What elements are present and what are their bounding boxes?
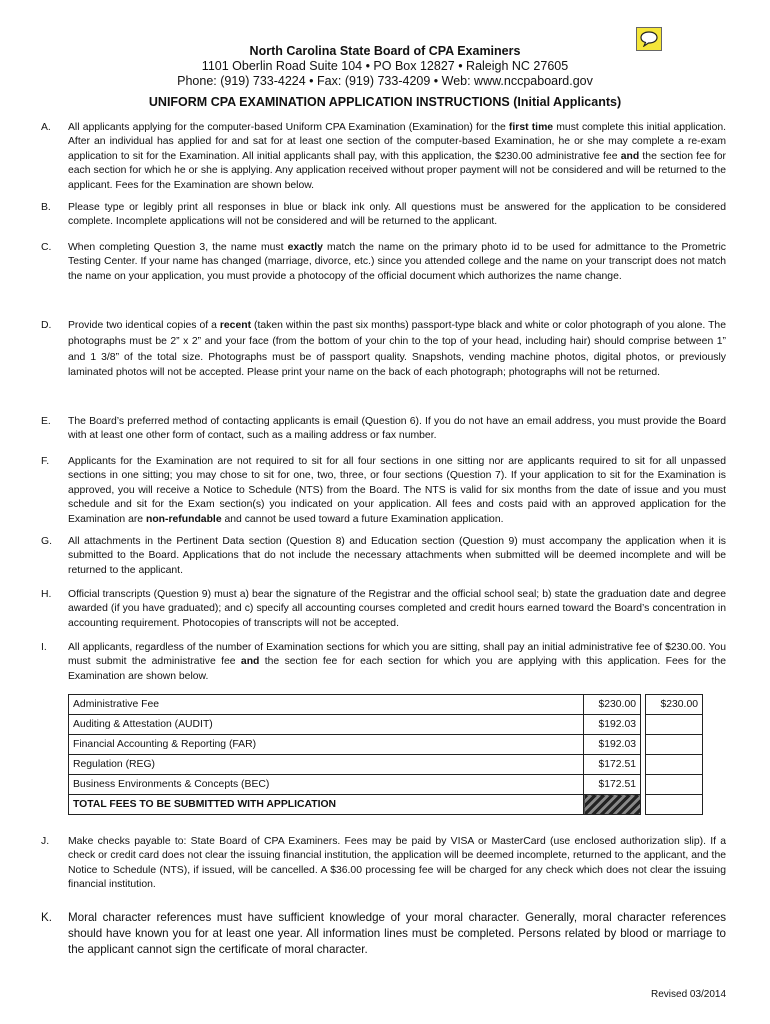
board-contact: Phone: (919) 733-4224 • Fax: (919) 733-4209 • Web: www.nccpaboard.gov — [177, 74, 593, 88]
fee-amount: $230.00 — [584, 695, 641, 715]
fee-total[interactable] — [646, 775, 703, 795]
item-letter: G. — [41, 536, 52, 547]
item-text: Provide two identical copies of a recent (taken within the past six months) passport-type black and white or color photograph of you alone. The photographs must be 2” x 2” and your face (from the bottom of your chin to the top of your head, including hair) should comprise between 1” and 1 3/8” of the total size. Photographs must be of passport quality. Snapshots, vending machine photos, digital photos, or previously laminated photos will not be accepted. Please print your name on the back of each photograph; photographs will not be returned. — [68, 320, 726, 379]
item-text: The Board’s preferred method of contacting applicants is email (Question 6). If you do not have an email address, you must provide the Board with at least one other form of contact, such as a mailing address or fax number. — [68, 416, 726, 442]
fee-total[interactable]: $230.00 — [646, 695, 703, 715]
item-letter: H. — [41, 589, 52, 600]
table-row — [69, 775, 703, 795]
revision-date: Revised 03/2014 — [651, 989, 727, 1000]
page-title: UNIFORM CPA EXAMINATION APPLICATION INSTRUCTIONS (Initial Applicants) — [148, 95, 622, 109]
table-row — [69, 755, 703, 775]
fee-amount: $172.51 — [584, 755, 641, 775]
fee-label: Business Environments & Concepts (BEC) — [69, 775, 584, 795]
item-text: All applicants applying for the computer-based Uniform CPA Examination (Examination) for the first time must complete this initial application. After an individual has applied for and sat for at least one section of the computer-based Examination, he or she may complete a re-exam application to sit for the Examination. All initial applicants shall pay, with this application, the $230.00 administrative fee and the section fee for each section for which he or she is applying. Any application received without proper payment will not be considered and will be returned to the applicant. Fees for the Examination are shown below. — [68, 122, 727, 191]
item-letter: D. — [41, 320, 52, 331]
item-letter: B. — [41, 202, 51, 213]
table-row — [69, 735, 703, 755]
table-row — [69, 695, 703, 715]
item-letter: J. — [41, 836, 50, 847]
item-letter: A. — [41, 122, 51, 133]
table-row-total — [69, 795, 703, 815]
fee-total[interactable] — [646, 735, 703, 755]
item-text: Moral character references must have sufficient knowledge of your moral character. Generally, moral character references should have known you for at least one year. All information lines must be completed. Persons related by blood or marriage to the applicant cannot sign the certificate of moral character. — [68, 911, 726, 956]
fee-amount: $192.03 — [584, 715, 641, 735]
item-text: Official transcripts (Question 9) must a) bear the signature of the Registrar and the official school seal; b) state the graduation date and degree awarded (if you have graduated); and c) specify all accounting courses completed and credit hours earned toward the Board’s concentration in accounting requirement. Photocopies of transcripts will not be accepted. — [68, 589, 726, 629]
letterhead — [0, 44, 770, 110]
fee-label: Regulation (REG) — [69, 755, 584, 775]
fee-table — [68, 694, 703, 815]
table-row — [69, 715, 703, 735]
item-text: Please type or legibly print all responses in blue or black ink only. All questions must be answered for the application to be considered complete. Incomplete applications will not be considered and will be returned to the applicant. — [68, 202, 726, 228]
hatched-cell — [584, 795, 641, 815]
fee-label: Administrative Fee — [69, 695, 584, 715]
total-fees-label: TOTAL FEES TO BE SUBMITTED WITH APPLICATION — [69, 795, 584, 815]
fee-label: Auditing & Attestation (AUDIT) — [69, 715, 584, 735]
fee-total[interactable] — [646, 755, 703, 775]
item-letter: F. — [41, 456, 50, 467]
item-text: Make checks payable to: State Board of CPA Examiners. Fees may be paid by VISA or MasterCard (use enclosed authorization slip). If a check or credit card does not clear the issuing financial institution, the application will be deemed incomplete, returned to the applicant, and the Notice to Schedule (NTS), if issued, will be cancelled. A $36.00 processing fee will be charged for any check which does not clear the issuing financial institution. — [68, 836, 726, 891]
fee-amount: $172.51 — [584, 775, 641, 795]
item-text: All attachments in the Pertinent Data section (Question 8) and Education section (Question 9) must accompany the application when it is submitted to the Board. Applications that do not include the necessary attachments when submitted will be deemed incomplete and will be returned to the applicant. — [68, 536, 726, 576]
item-letter: I. — [41, 642, 47, 653]
board-name: North Carolina State Board of CPA Examiners — [249, 44, 521, 58]
item-letter: C. — [41, 242, 52, 253]
item-text: When completing Question 3, the name must exactly match the name on the primary photo id to be used for admittance to the Prometric Testing Center. If your name has changed (marriage, divorce, etc.) since you attended college and the name on your transcript does not match the name on your application, you must provide a photocopy of the official document which authorizes the name change. — [68, 242, 726, 282]
item-letter: K. — [41, 911, 52, 924]
fee-amount: $192.03 — [584, 735, 641, 755]
total-fees-value[interactable] — [646, 795, 703, 815]
board-address: 1101 Oberlin Road Suite 104 • PO Box 12827 • Raleigh NC 27605 — [201, 59, 569, 73]
item-letter: E. — [41, 416, 51, 427]
fee-total[interactable] — [646, 715, 703, 735]
item-text: All applicants, regardless of the number of Examination sections for which you are sitting, shall pay an initial administrative fee of $230.00. You must submit the administrative fee and the section fee for each section for which you are applying with this application. Fees for the Examination are shown below. — [68, 642, 726, 682]
item-text: Applicants for the Examination are not required to sit for all four sections in one sitting nor are applicants required to sit for all unpassed sections in one sitting; you may chose to sit for one, two, three, or four sections (Question 7). If your application to sit for the Examination is approved, you will receive a Notice to Schedule (NTS) from the Board. The NTS is valid for six months from the date of issue and you must schedule and sit for the Exam section(s) you indicated on your application. All fees and costs paid with an approved application for the Examination are non-refundable and cannot be used toward a future Examination application. — [68, 456, 726, 525]
fee-label: Financial Accounting & Reporting (FAR) — [69, 735, 584, 755]
